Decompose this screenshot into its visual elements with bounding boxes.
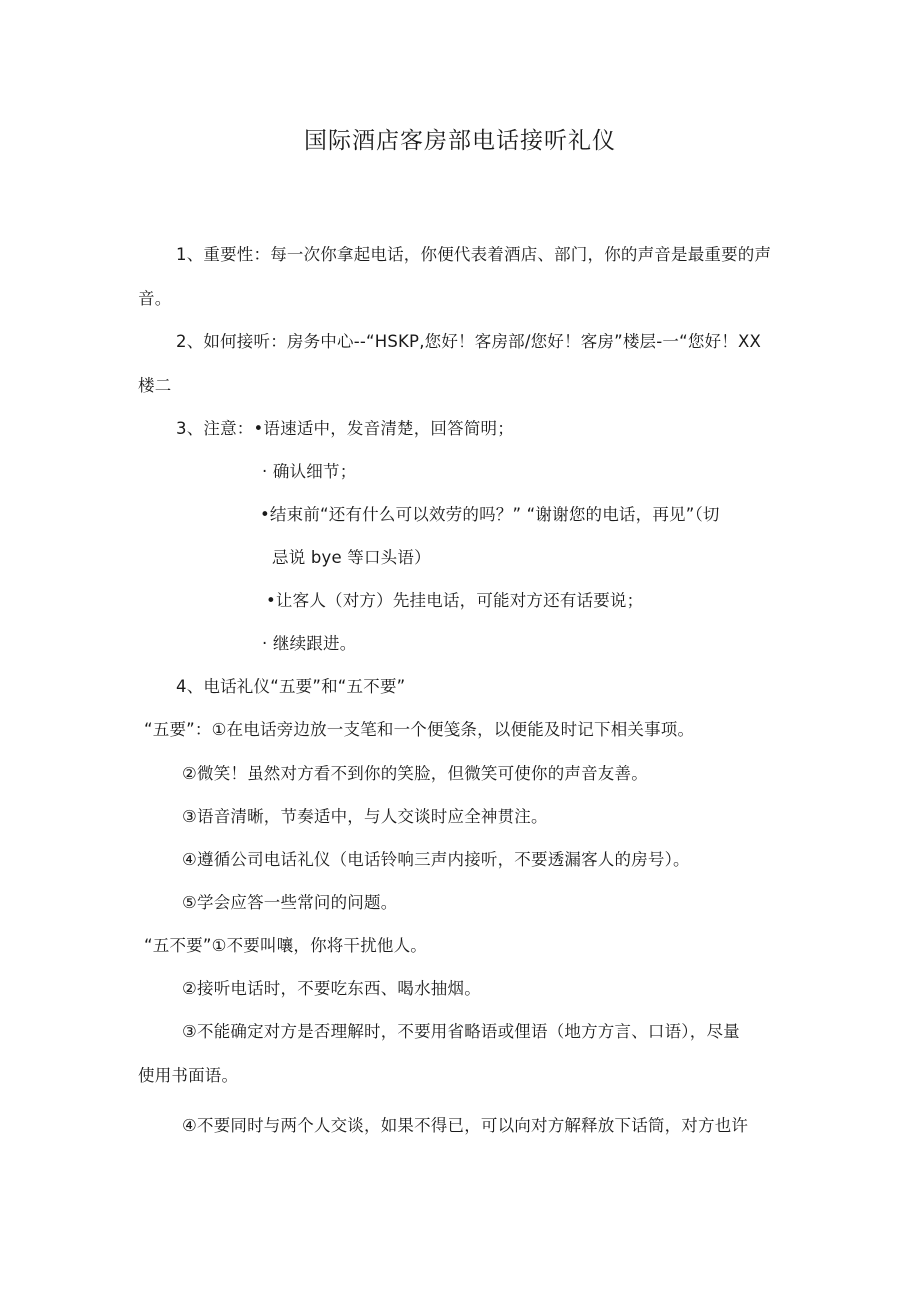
para-3-bullet-2: · 确认细节；: [262, 462, 357, 481]
five-do-item-4: ④遵循公司电话礼仪（电话铃响三声内接听，不要透漏客人的房号）。: [182, 850, 690, 869]
para-3-bullet-4: •让客人（对方）先挂电话，可能对方还有话要说；: [266, 591, 644, 610]
para-2-line-2: 楼二: [138, 376, 172, 395]
para-1-line-2: 音。: [138, 289, 172, 308]
five-dont-item-3-cont: 使用书面语。: [138, 1066, 239, 1085]
para-1-line-1: 1、重要性：每一次你拿起电话，你便代表着酒店、部门，你的声音是最重要的声: [176, 245, 772, 264]
five-dont-item-2: ②接听电话时，不要吃东西、喝水抽烟。: [182, 979, 481, 998]
five-dont-item-1: “五不要”①不要叫嚷，你将干扰他人。: [144, 936, 427, 955]
para-3-bullet-3: •结束前“还有什么可以效劳的吗？” “谢谢您的电话，再见”（切: [260, 505, 720, 524]
five-do-item-2: ②微笑！虽然对方看不到你的笑脸，但微笑可使你的声音友善。: [182, 764, 648, 783]
five-do-item-5: ⑤学会应答一些常问的问题。: [182, 893, 398, 912]
five-do-item-1: “五要”：①在电话旁边放一支笔和一个便笺条，以便能及时记下相关事项。: [144, 720, 695, 739]
para-2-line-1: 2、如何接听：房务中心--“HSKP,您好！客房部/您好！客房”楼层-一“您好！XX: [176, 332, 761, 351]
page-title: 国际酒店客房部电话接听礼仪: [304, 128, 616, 154]
five-dont-item-4: ④不要同时与两个人交谈，如果不得已，可以向对方解释放下话筒，对方也许: [182, 1116, 749, 1135]
five-dont-item-3: ③不能确定对方是否理解时，不要用省略语或俚语（地方方言、口语），尽量: [182, 1022, 740, 1041]
para-4-heading: 4、电话礼仪“五要”和“五不要”: [176, 677, 406, 696]
five-do-item-3: ③语音清晰，节奏适中，与人交谈时应全神贯注。: [182, 807, 548, 826]
para-3-bullet-3-cont: 忌说 bye 等口头语）: [272, 548, 431, 567]
para-3-line-1: 3、注意：•语速适中，发音清楚，回答简明；: [176, 419, 514, 438]
para-3-bullet-5: · 继续跟进。: [262, 634, 357, 653]
